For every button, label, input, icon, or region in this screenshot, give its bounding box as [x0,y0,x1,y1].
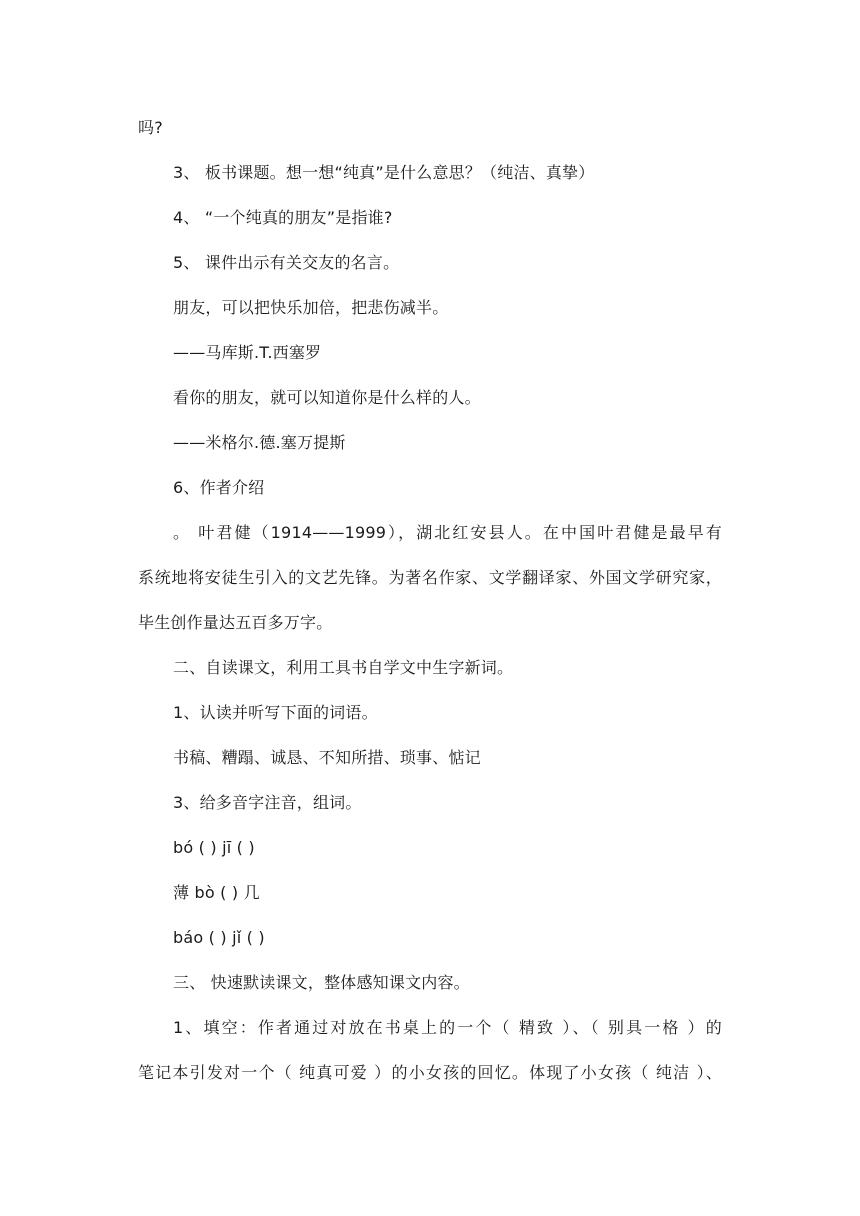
pinyin-line-2: 薄 bò ( ) 几 [173,883,260,902]
pinyin-line-3: báo ( ) jǐ ( ) [173,928,265,947]
paragraph-fill-line-2: 笔记本引发对一个（ 纯真可爱 ）的小女孩的回忆。体现了小女孩（ 纯洁 ）、 [138,1063,722,1082]
text-line-item-5: 5、 课件出示有关交友的名言。 [173,253,400,272]
paragraph-author-line-3: 毕生创作量达五百多万字。 [138,613,333,632]
text-line-read-write: 1、认读并听写下面的词语。 [173,703,378,722]
quote-text-2: 看你的朋友，就可以知道你是什么样的人。 [173,388,481,407]
quote-author-2: ——米格尔.德.塞万提斯 [173,433,346,452]
vocabulary-list: 书稿、糟蹋、诚恳、不知所措、琐事、惦记 [173,748,481,767]
paragraph-author-line-2: 系统地将安徒生引入的文艺先锋。为著名作家、文学翻译家、外国文学研究家， [138,568,722,587]
text-line-item-3: 3、 板书课题。想一想“纯真”是什么意思？（纯洁、真挚） [173,163,595,182]
section-heading-quick-read: 三、 快速默读课文，整体感知课文内容。 [173,973,470,992]
pinyin-line-1: bó ( ) jī ( ) [173,838,255,857]
paragraph-fill-line-1: 1、填空：作者通过对放在书桌上的一个（ 精致 ）、（ 别具一格 ）的 [173,1018,722,1037]
paragraph-author-line-1: 。 叶君健（1914——1999），湖北红安县人。在中国叶君健是最早有 [173,523,722,542]
text-line-polyphonic: 3、给多音字注音，组词。 [173,793,362,812]
quote-text-1: 朋友，可以把快乐加倍，把悲伤减半。 [173,298,449,317]
section-heading-self-study: 二、自读课文，利用工具书自学文中生字新词。 [173,658,514,677]
section-heading-author-intro: 6、作者介绍 [173,478,265,497]
text-line-item-4: 4、 “一个纯真的朋友”是指谁? [173,208,393,227]
text-line-continuation: 吗? [138,118,163,137]
quote-author-1: ——马库斯.T.西塞罗 [173,343,322,362]
